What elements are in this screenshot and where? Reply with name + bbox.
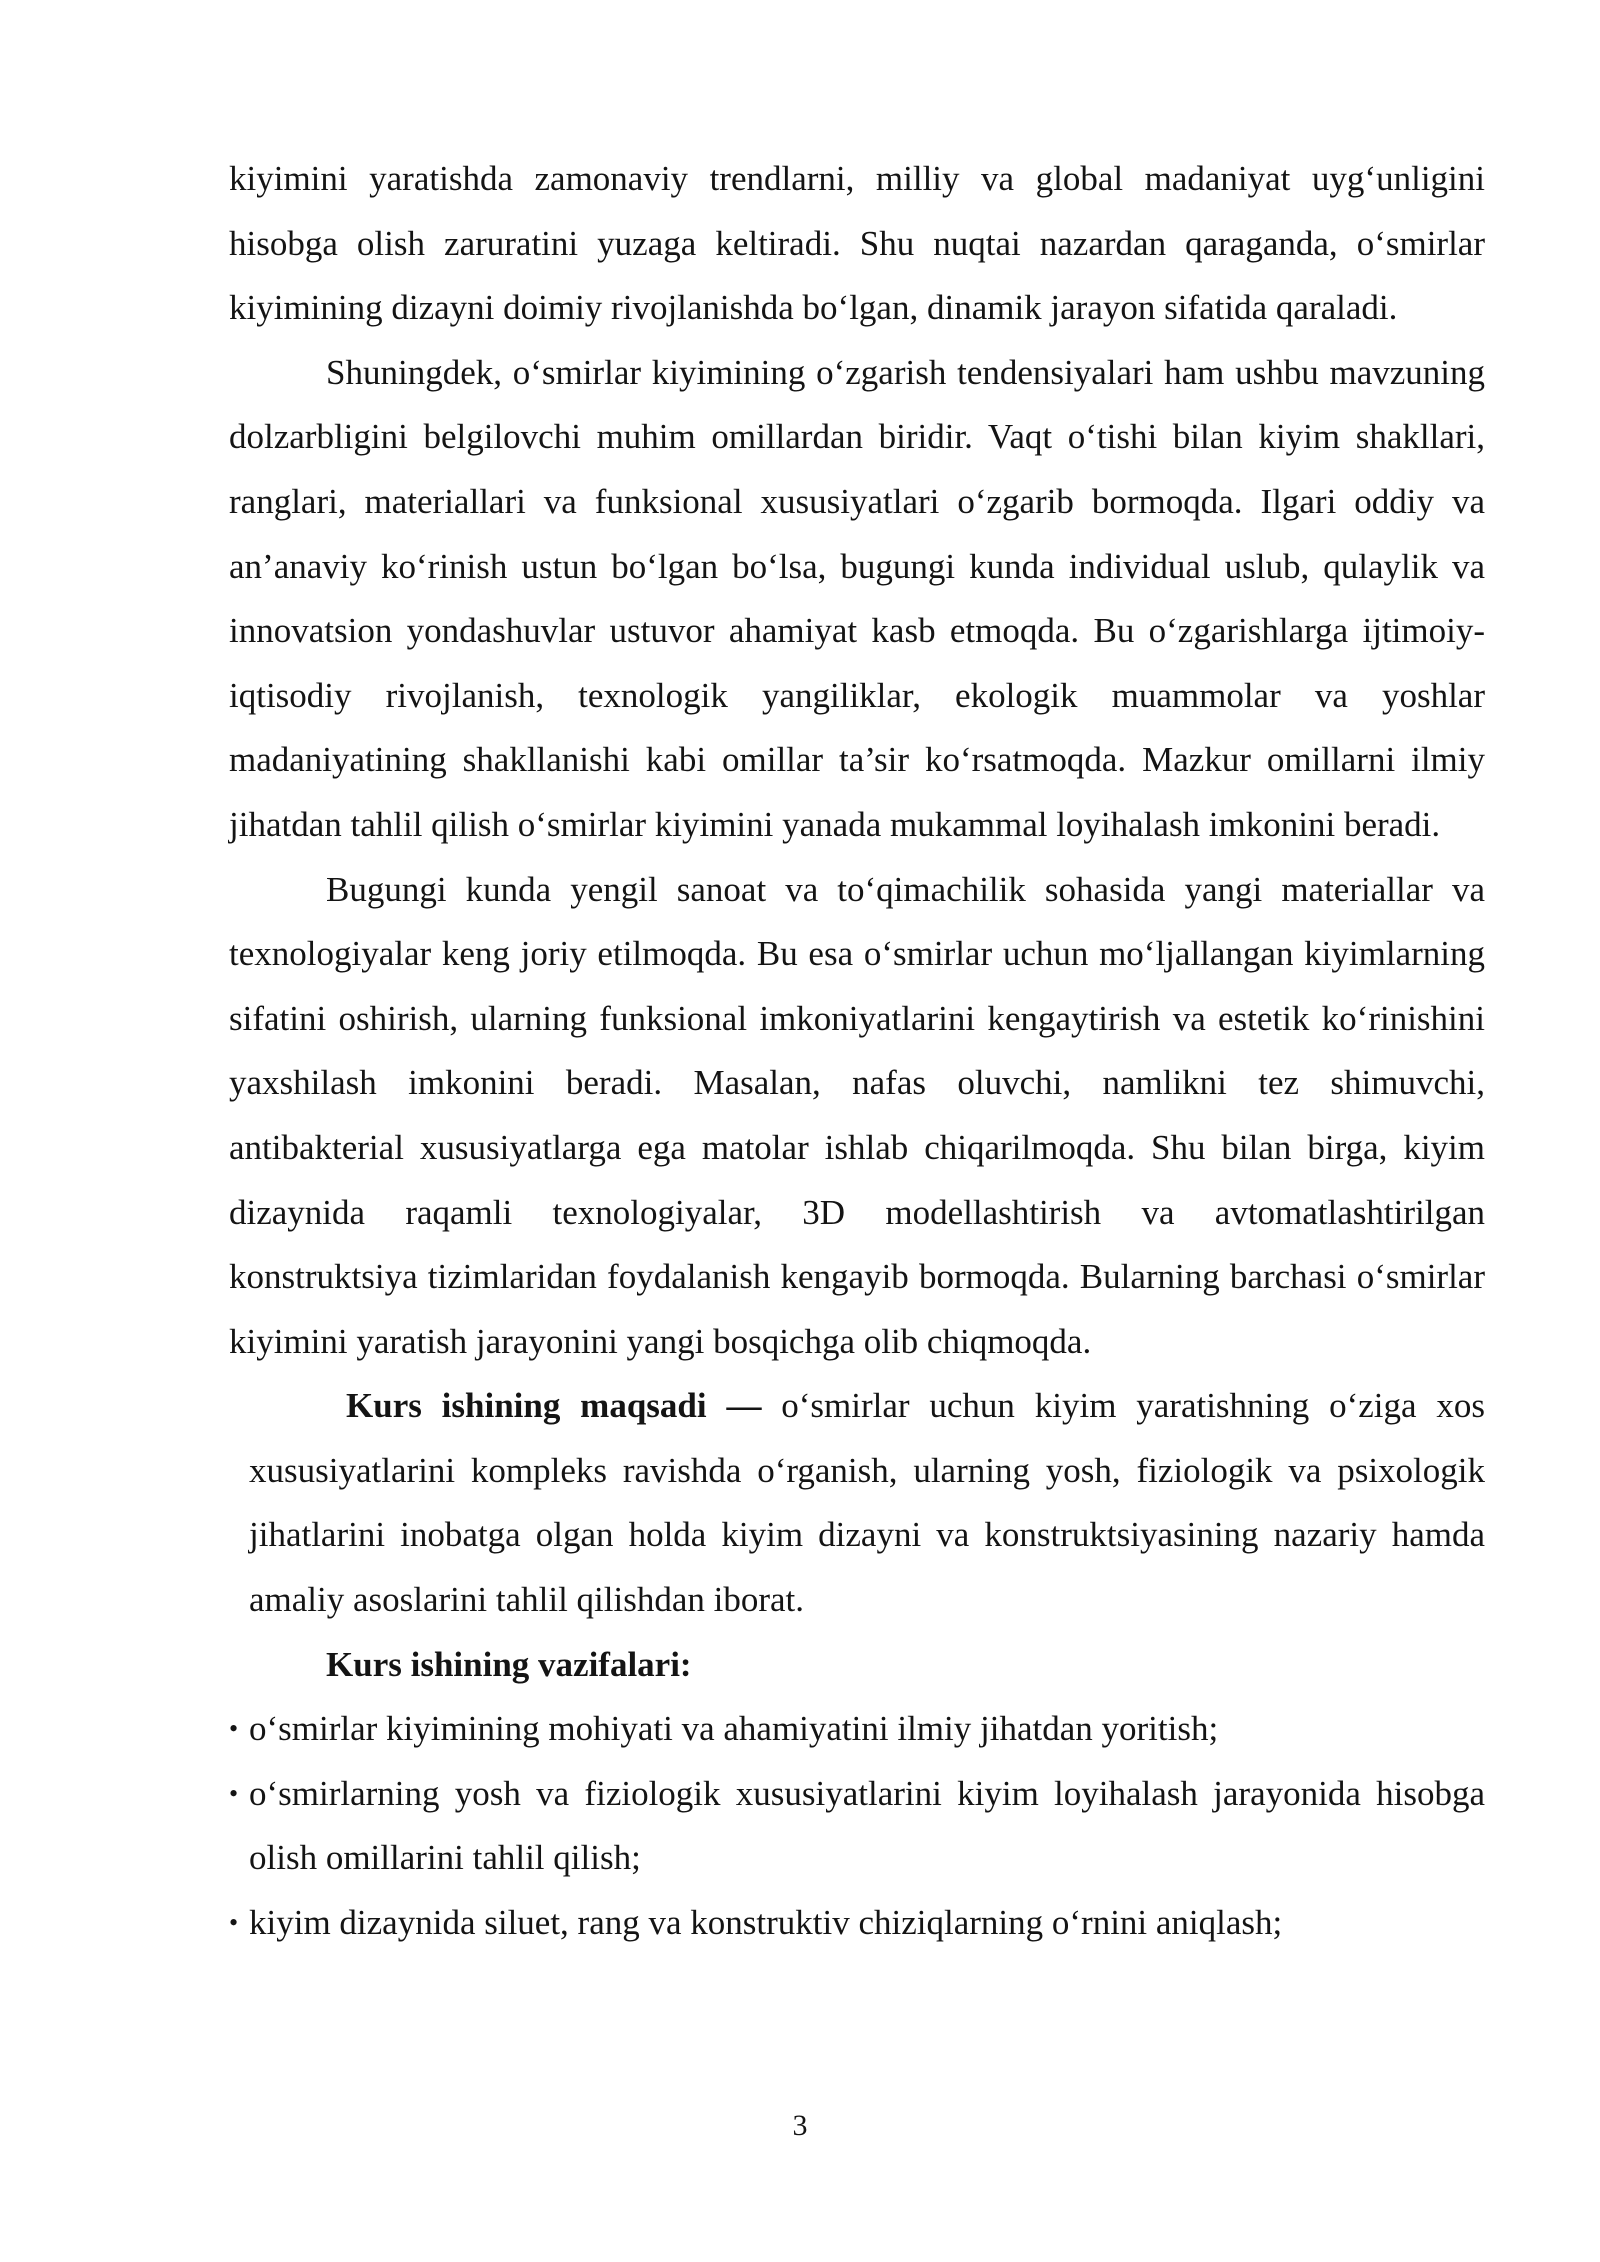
task-text: o‘smirlar kiyimining mohiyati va ahamiyatini ilmiy jihatdan yoritish; bbox=[249, 1709, 1219, 1749]
paragraph-technologies: Bugungi kunda yengil sanoat va to‘qimachilik sohasida yangi materiallar va texnologiyalar keng joriy etilmoqda. Bu esa o‘smirlar uchun mo‘ljallangan kiyimlarning sifatini oshirish, ularning funksional imkoniyatlarini kengaytirish va estetik ko‘rinishini yaxshilash imkonini beradi. Masalan, nafas oluvchi, namlikni tez shimuvchi, antibakterial xususiyatlarga ega matolar ishlab chiqarilmoqda. Shu bilan birga, kiyim dizaynida raqamli texnologiyalar, 3D modellashtirish va avtomatlashtirilgan konstruktsiya tizimlaridan foydalanish kengayib bormoqda. Bularning barchasi o‘smirlar kiyimini yaratish jarayonini yangi bosqichga olib chiqmoqda. bbox=[229, 869, 1485, 1361]
goal-text: o‘smirlar uchun kiyim yaratishning o‘ziga xos xususiyatlarini kompleks ravishda o‘rganish, ularning yosh, fiziologik va psixologik jihatlarini inobatga olgan holda kiyim dizayni va konstruktsiyasining nazariy hamda amaliy asoslarini tahlil qilishdan iborat. bbox=[249, 1386, 1485, 1620]
goal-label: Kurs ishining maqsadi — bbox=[346, 1386, 762, 1426]
task-item bbox=[229, 1891, 1485, 1956]
bullet-icon: • bbox=[229, 1714, 239, 1744]
page-number: 3 bbox=[792, 2109, 808, 2142]
paragraph-goal bbox=[229, 1374, 1485, 1632]
task-text: kiyim dizaynida siluet, rang va konstruktiv chiziqlarning o‘rnini aniqlash; bbox=[249, 1903, 1283, 1943]
task-item bbox=[229, 1697, 1485, 1762]
paragraph-continuation: kiyimini yaratishda zamonaviy trendlarni, milliy va global madaniyat uyg‘unligini hisobga olish zaruratini yuzaga keltiradi. Shu nuqtai nazardan qaraganda, o‘smirlar kiyimining dizayni doimiy rivojlanishda bo‘lgan, dinamik jarayon sifatida qaraladi. bbox=[229, 159, 1485, 328]
tasks-list bbox=[229, 1697, 1485, 1955]
bullet-icon: • bbox=[229, 1778, 239, 1808]
task-text: o‘smirlarning yosh va fiziologik xususiyatlarini kiyim loyihalash jarayonida hisobga olish omillarini tahlil qilish; bbox=[249, 1773, 1485, 1878]
bullet-icon: • bbox=[229, 1908, 239, 1938]
body-text bbox=[229, 147, 1485, 1956]
task-item bbox=[229, 1762, 1485, 1891]
tasks-heading: Kurs ishining vazifalari: bbox=[326, 1644, 692, 1684]
paragraph-trends: Shuningdek, o‘smirlar kiyimining o‘zgarish tendensiyalari ham ushbu mavzuning dolzarbligini belgilovchi muhim omillardan biridir. Vaqt o‘tishi bilan kiyim shakllari, ranglari, materiallari va funksional xususiyatlari o‘zgarib bormoqda. Ilgari oddiy va an’anaviy ko‘rinish ustun bo‘lgan bo‘lsa, bugungi kunda individual uslub, qulaylik va innovatsion yondashuvlar ustuvor ahamiyat kasb etmoqda. Bu o‘zgarishlarga ijtimoiy-iqtisodiy rivojlanish, texnologik yangiliklar, ekologik muammolar va yoshlar madaniyatining shakllanishi kabi omillar ta’sir ko‘rsatmoqda. Mazkur omillarni ilmiy jihatdan tahlil qilish o‘smirlar kiyimini yanada mukammal loyihalash imkonini beradi. bbox=[229, 352, 1485, 844]
